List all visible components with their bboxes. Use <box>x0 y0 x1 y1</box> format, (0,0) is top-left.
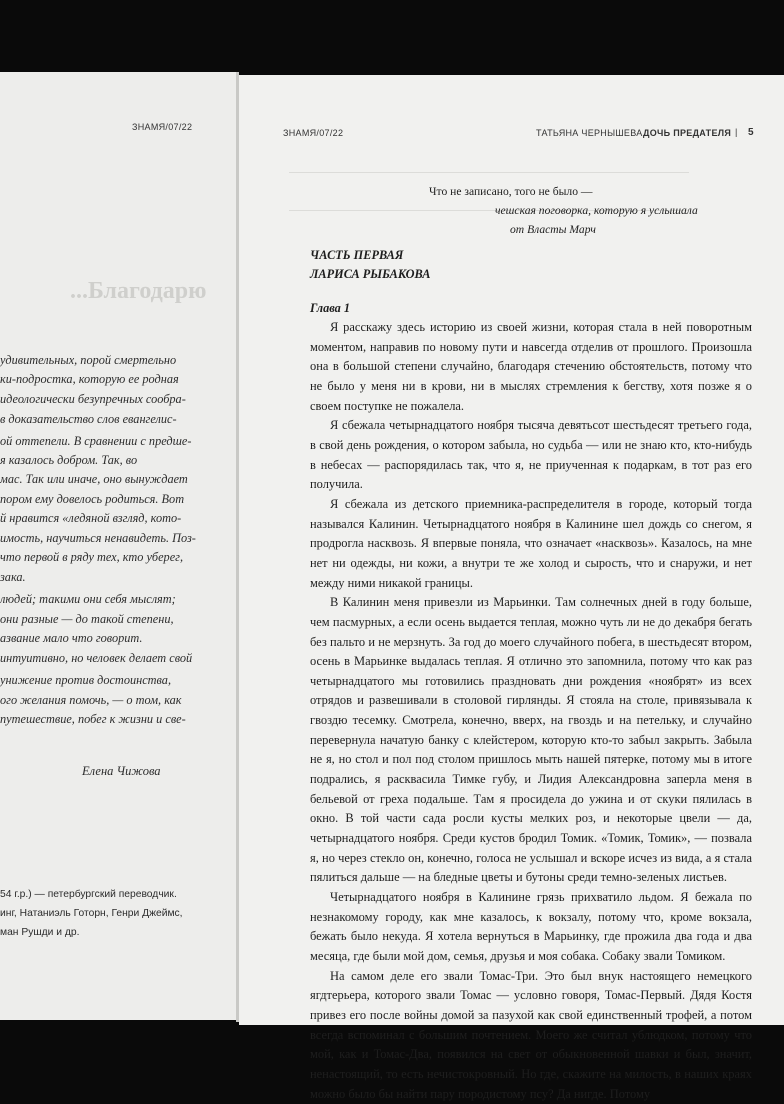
left-text-line: й нравится «ледяной взгляд, кото- <box>0 511 182 525</box>
chapter-body <box>310 318 752 1104</box>
left-text-line: зака. <box>0 570 26 584</box>
epigraph-line-2: чешская поговорка, которую я услышала <box>495 204 698 217</box>
left-running-head: ЗНАМЯ/07/22 <box>132 122 193 132</box>
left-signature: Елена Чижова <box>82 764 161 778</box>
paragraph: Я расскажу здесь историю из своей жизни, которая стала в ней поворотным моментом, направив по новому пути и навсегда отделив от прошлого. Произошла она в большой степени случайно, благодаря стечению обстоятельств, потому что не было у меня ни в крови, ни в мыслях стремления к бегству, хотя позже я о своем поступке не пожалела. <box>310 320 752 413</box>
left-text-line: азвание мало что говорит. <box>0 631 143 645</box>
left-text-line: унижение против достоинства, <box>0 673 172 687</box>
left-text-line: людей; такими они себя мыслят; <box>0 592 176 606</box>
left-text-line: удивительных, порой смертельно <box>0 353 177 367</box>
epigraph-line-3: от Власты Марч <box>510 223 596 236</box>
left-footnote-line: ман Рушди и др. <box>0 927 80 938</box>
left-text-line: путешествие, побег к жизни и све- <box>0 712 186 726</box>
paragraph: Я сбежала четырнадцатого ноября тысяча девятьсот шестьдесят третьего года, в свой день рождения, о котором забыла, но судьба — или не знаю кто, кто-нибудь в небесах — распорядилась так, что я, не приученная к подаркам, в тот раз его получила. <box>310 418 752 492</box>
left-page <box>0 72 236 1020</box>
left-text-line: я казалось добром. Так, во <box>0 453 138 467</box>
paragraph: В Калинин меня привезли из Марьинки. Там солнечных дней в году больше, чем пасмурных, а если осень выдается теплая, можно чуть ли не до декабря бегать без пальто и не мерзнуть. За год до моего случайного побега, в шестьдесят втором, осень в Марьинке выдалась теплая. Я отлично это запомнила, потому что как раз четырнадцатого мы готовились праздновать дни рождения «ноябрят» из всех отрядов и развешивали в столовой гирлянды. Я стояла на столе, привязывала к гвоздю тесемку. Смотрела, конечно, вверх, на гвоздь и на петельку, и случайно перевернула начатую банку с клейстером, которую кто-то забыл закрыть. Забыла не я, но стол и пол под столом пришлось мыть нашей пятерке, потому мы в итоге подрались, я расквасила Тимке губу, и Лидия Александровна заперла меня в бельевой от греха подальше. Там я просидела до ужина и от скуки пялилась в окно. В той части сада росли кусты мелких роз, и некоторые цвели — да, четырнадцатого ноября. Среди кустов бродил Томик. «Томик, Томик», — позвала я, но через стекло он, конечно, голоса не услышал и вскоре исчез из вида, а я стала пялиться дальше — на бледные цветы и бутоны среди темно-зеленых листьев. <box>310 595 752 885</box>
left-text-line: ой оттепели. В сравнении с предше- <box>0 434 192 448</box>
left-footnote-line: 54 г.р.) — петербургский переводчик. <box>0 889 177 900</box>
left-text-line: пором ему довелось родиться. Вот <box>0 492 185 506</box>
running-head-title: ДОЧЬ ПРЕДАТЕЛЯ <box>643 128 732 138</box>
left-text-line: идеологически безупречных сообра- <box>0 392 186 406</box>
paragraph: На самом деле его звали Томас-Три. Это был внук настоящего немецкого ягдтерьера, которого звали Томас — условно говоря, Томас-Первый. Дядя Костя привез его после войны домой за пазухой как свой единственный трофей, а потом всегда вспоминал с большим почтением. Моего же считал ублюдком, потому что мой, как и Томас-Два, появился на свет от обыкновенной шавки и был, значит, ненастоящий, то есть нечистокровный. Но где, скажите на милость, в наших краях можно было бы найти пару породистому псу? Да нигде. Потому <box>310 968 752 1101</box>
left-text-line: имость, научиться ненавидеть. Поз- <box>0 531 196 545</box>
left-text-line: в доказательство слов евангелис- <box>0 412 177 426</box>
paragraph: Я сбежала из детского приемника-распределителя в городе, который тогда назывался Калинин. Четырнадцатого ноября в Калинине шел дождь со снегом, я продрогла насквозь. Я впервые поняла, что означает «насквозь». Казалось, на мне нет ни одежды, ни кожи, а внутри те же холод и сырость, что и снаружи, и нет между ними никакой границы. <box>310 496 752 590</box>
left-footnote-line: инг, Натаниэль Готорн, Генри Джеймс, <box>0 908 183 919</box>
left-text-line: что первой в ряду тех, кто уберег, <box>0 550 184 564</box>
left-text-line: ого желания помочь, — о том, как <box>0 693 182 707</box>
epigraph-line-1: Что не записано, того не было — <box>429 185 593 198</box>
bleed-through-line <box>289 172 689 173</box>
right-running-head: ЗНАМЯ/07/22 <box>283 128 344 138</box>
paragraph: Четырнадцатого ноября в Калинине грязь прихватило льдом. Я бежала по незнакомому городу, как мне казалось, к вокзалу, потому что, кроме вокзала, бежать было некуда. Я хотела вернуться в Марьинку, где прожила два года и два месяца, где были мой дом, семья, друзья и моя собака. Собаку звали Томиком. <box>310 890 752 963</box>
left-text-line: интуитивно, но человек делает свой <box>0 651 193 665</box>
left-text-line: ки-подростка, которую ее родная <box>0 372 179 386</box>
left-bg-ghost-title: ...Благодарю <box>70 278 207 304</box>
running-head-author: ТАТЬЯНА ЧЕРНЫШЕВА <box>536 128 643 138</box>
running-head-separator: | <box>735 127 738 137</box>
chapter-title: Глава 1 <box>310 301 351 315</box>
part-title: ЧАСТЬ ПЕРВАЯ <box>310 248 404 262</box>
part-subtitle: ЛАРИСА РЫБАКОВА <box>310 267 431 281</box>
left-text-line: они разные — до такой степени, <box>0 612 174 626</box>
left-text-line: мас. Так или иначе, оно вынуждает <box>0 472 188 486</box>
right-page <box>239 75 784 1101</box>
page-number: 5 <box>748 127 754 138</box>
